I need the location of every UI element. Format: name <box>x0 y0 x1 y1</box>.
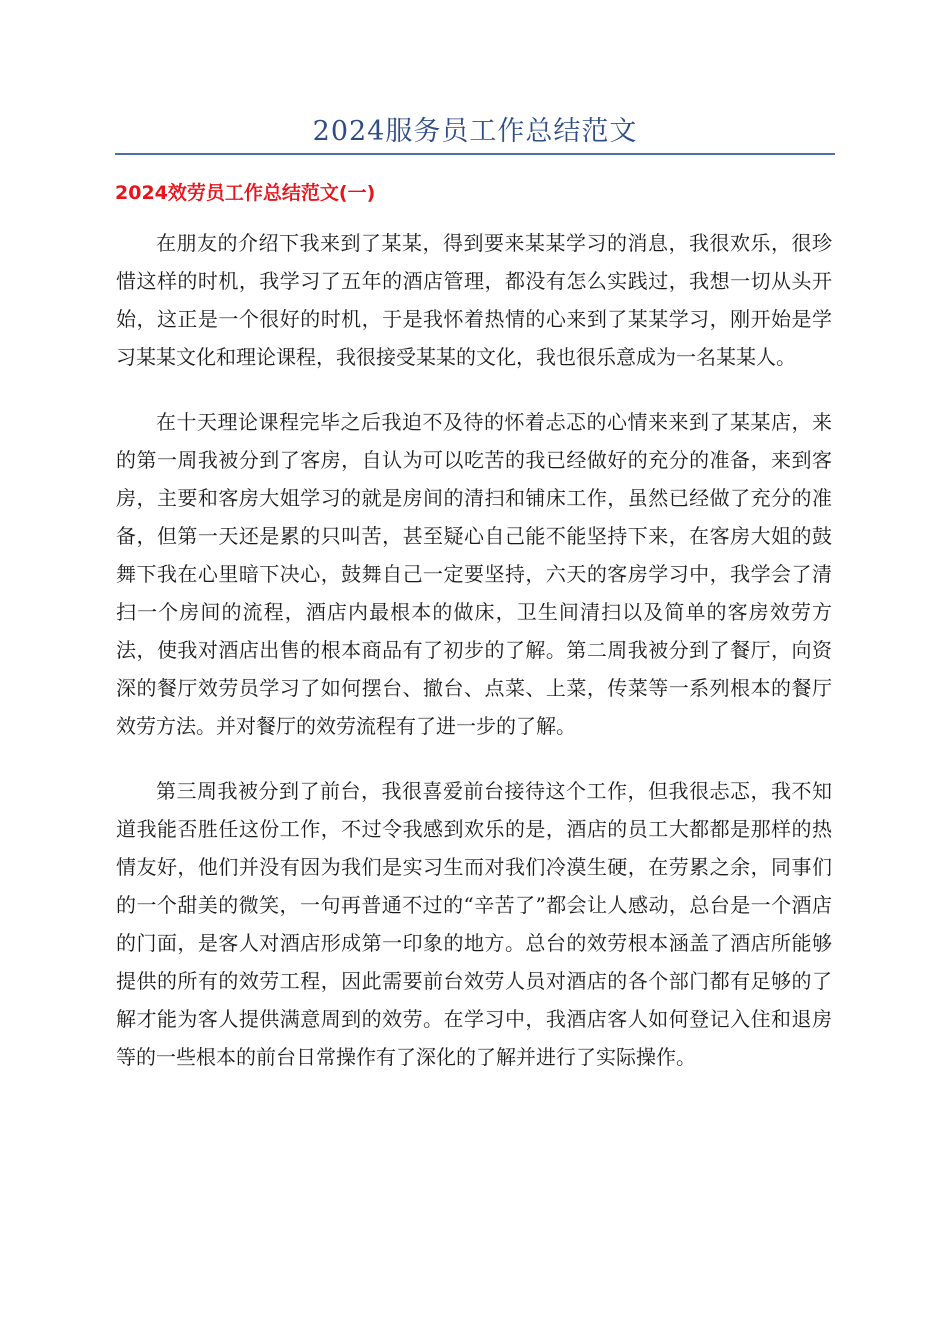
document-title: 2024服务员工作总结范文 <box>312 116 638 147</box>
paragraph-3: 第三周我被分到了前台，我很喜爱前台接待这个工作，但我很忐忑，我不知道我能否胜任这份工作，不过令我感到欢乐的是，酒店的员工大都都是那样的热情友好，他们并没有因为我们是实习生而对我们冷漠生硬，在劳累之余，同事们的一个甜美的微笑，一句再普通不过的“辛苦了”都会让人感动，总台是一个酒店的门面，是客人对酒店形成第一印象的地方。总台的效劳根本涵盖了酒店所能够提供的所有的效劳工程，因此需要前台效劳人员对酒店的各个部门都有足够的了解才能为客人提供满意周到的效劳。在学习中，我酒店客人如何登记入住和退房等的一些根本的前台日常操作有了深化的了解并进行了实际操作。 <box>116 779 832 1069</box>
section-heading: 2024效劳员工作总结范文(一) <box>115 182 376 204</box>
document-body <box>116 224 832 1103</box>
title-underline <box>115 153 835 155</box>
paragraph-2: 在十天理论课程完毕之后我迫不及待的怀着忐忑的心情来来到了某某店，来的第一周我被分到了客房，自认为可以吃苦的我已经做好的充分的准备，来到客房，主要和客房大姐学习的就是房间的清扫和铺床工作，虽然已经做了充分的准备，但第一天还是累的只叫苦，甚至疑心自己能不能坚持下来，在客房大姐的鼓舞下我在心里暗下决心，鼓舞自己一定要坚持，六天的客房学习中，我学会了清扫一个房间的流程，酒店内最根本的做床，卫生间清扫以及简单的客房效劳方法，使我对酒店出售的根本商品有了初步的了解。第二周我被分到了餐厅，向资深的餐厅效劳员学习了如何摆台、撤台、点菜、上菜，传菜等一系列根本的餐厅效劳方法。并对餐厅的效劳流程有了进一步的了解。 <box>116 410 832 738</box>
paragraph-1: 在朋友的介绍下我来到了某某，得到要来某某学习的消息，我很欢乐，很珍惜这样的时机，我学习了五年的酒店管理，都没有怎么实践过，我想一切从头开始，这正是一个很好的时机，于是我怀着热情的心来到了某某学习，刚开始是学习某某文化和理论课程，我很接受某某的文化，我也很乐意成为一名某某人。 <box>116 231 832 369</box>
